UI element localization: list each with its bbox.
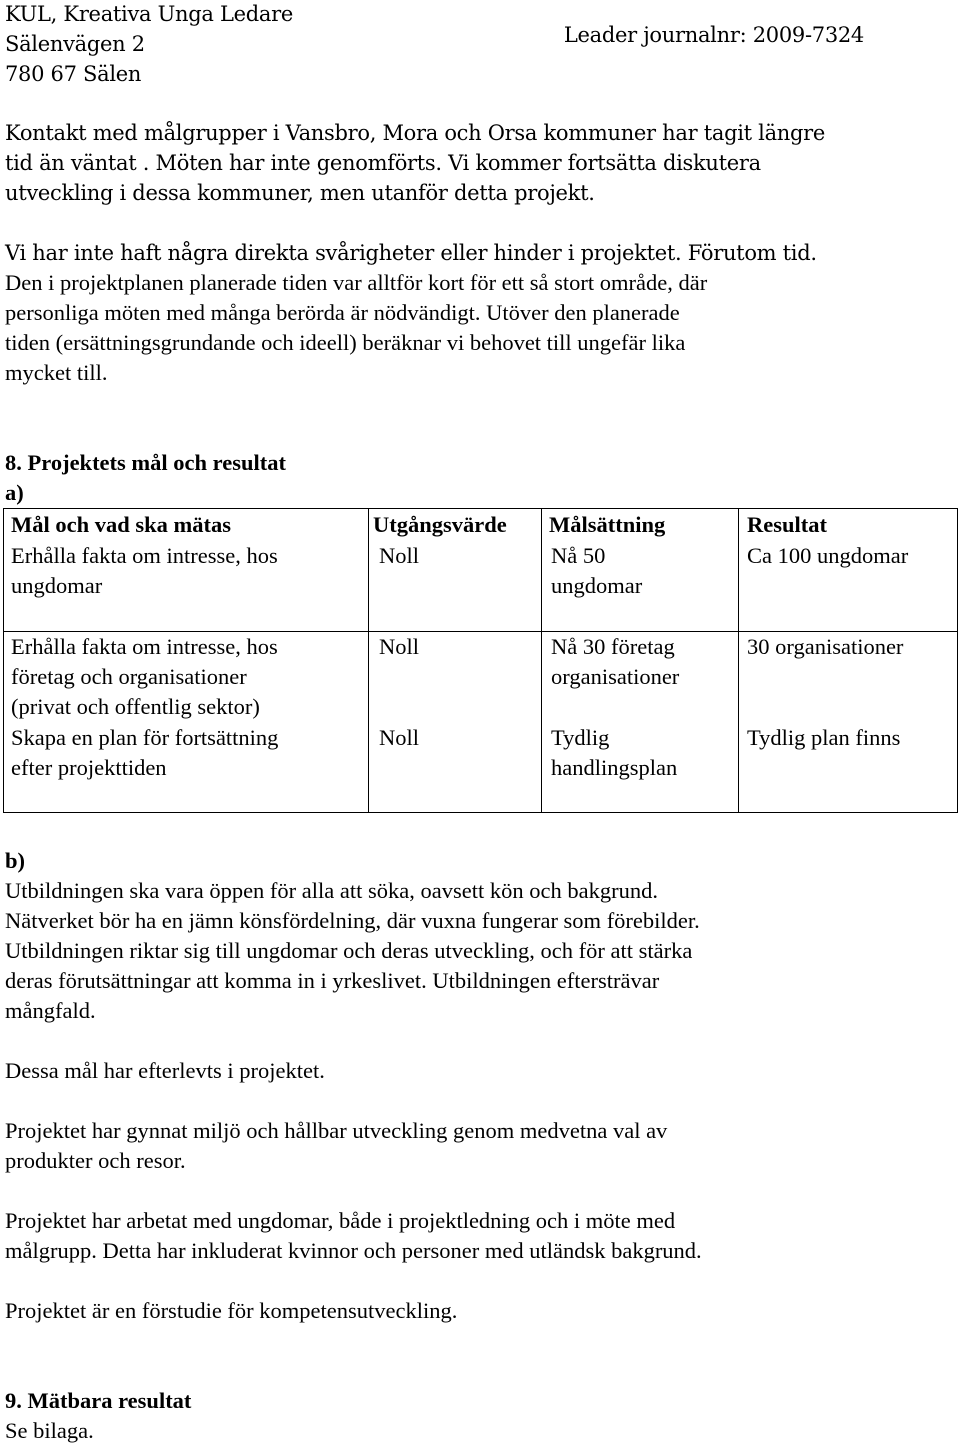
table-cell: Nå 50 ungdomar	[551, 543, 643, 598]
b-paragraph-5: Projektet är en förstudie för kompetensutveckling.	[5, 1298, 458, 1323]
journal-number: Leader journalnr: 2009-7324	[563, 23, 864, 47]
table-cell: Ca 100 ungdomar	[747, 543, 909, 568]
table-cell: Nå 30 företag organisationer	[551, 634, 680, 689]
column-divider	[738, 509, 739, 812]
text-line: tiden (ersättningsgrundande och ideell) beräknar vi behovet till ungefär lika	[5, 330, 686, 355]
text-line: Utbildningen riktar sig till ungdomar och deras utveckling, och för att stärka	[5, 938, 693, 963]
text-line: Utbildningen ska vara öppen för alla att söka, oavsett kön och bakgrund.	[5, 878, 658, 903]
text-line: personliga möten med många berörda är nödvändigt. Utöver den planerade	[5, 300, 680, 325]
text-line: produkter och resor.	[5, 1148, 186, 1173]
table-cell: Noll	[379, 543, 420, 568]
table-cell: Skapa en plan för fortsättning efter projekttiden	[11, 725, 279, 780]
table-cell: Erhålla fakta om intresse, hos företag och organisationer (privat och offentlig sektor)	[11, 634, 278, 719]
goals-table	[3, 508, 958, 813]
section-9-text: Se bilaga.	[5, 1418, 94, 1443]
table-cell: Erhålla fakta om intresse, hos ungdomar	[11, 543, 278, 598]
section-heading: 8. Projektets mål och resultat	[5, 450, 286, 475]
postal-address: 780 67 Sälen	[5, 62, 142, 86]
text-line: Projektet har gynnat miljö och hållbar utveckling genom medvetna val av	[5, 1118, 668, 1143]
table-cell: Tydlig handlingsplan	[551, 725, 678, 780]
text-line: tid än väntat . Möten har inte genomförts. Vi kommer fortsätta diskutera	[5, 151, 761, 175]
street-address: Sälenvägen 2	[5, 32, 145, 56]
section-heading-9: 9. Mätbara resultat	[5, 1388, 192, 1413]
table-cell: Noll	[379, 725, 420, 750]
table-header-cell: Mål och vad ska mätas	[11, 512, 232, 537]
text-line: Nätverket bör ha en jämn könsfördelning, där vuxna fungerar som förebilder.	[5, 908, 700, 933]
text-line: utveckling i dessa kommuner, men utanför detta projekt.	[5, 181, 595, 205]
column-divider	[541, 509, 542, 812]
subsection-label-b: b)	[5, 848, 26, 873]
text-line: Den i projektplanen planerade tiden var alltför kort för ett så stort område, där	[5, 270, 708, 295]
text-line: målgrupp. Detta har inkluderat kvinnor och personer med utländsk bakgrund.	[5, 1238, 702, 1263]
table-cell: Tydlig plan finns	[747, 725, 901, 750]
column-divider	[368, 509, 369, 812]
table-cell: 30 organisationer	[747, 634, 904, 659]
table-header-cell: Utgångsvärde	[373, 512, 507, 537]
table-cell: Noll	[379, 634, 420, 659]
text-line: deras förutsättningar att komma in i yrkeslivet. Utbildningen eftersträvar	[5, 968, 660, 993]
organization-name: KUL, Kreativa Unga Ledare	[5, 2, 293, 26]
text-line: mycket till.	[5, 360, 108, 385]
subsection-label-a: a)	[5, 480, 24, 505]
text-line: mångfald.	[5, 998, 96, 1023]
table-header-cell: Resultat	[747, 512, 827, 537]
text-line: Vi har inte haft några direkta svårigheter eller hinder i projektet. Förutom tid.	[5, 241, 817, 265]
text-line: Kontakt med målgrupper i Vansbro, Mora och Orsa kommuner har tagit längre	[5, 121, 826, 145]
b-paragraph-2: Dessa mål har efterlevts i projektet.	[5, 1058, 325, 1083]
text-line: Projektet har arbetat med ungdomar, både i projektledning och i möte med	[5, 1208, 676, 1233]
table-header-cell: Målsättning	[549, 512, 666, 537]
